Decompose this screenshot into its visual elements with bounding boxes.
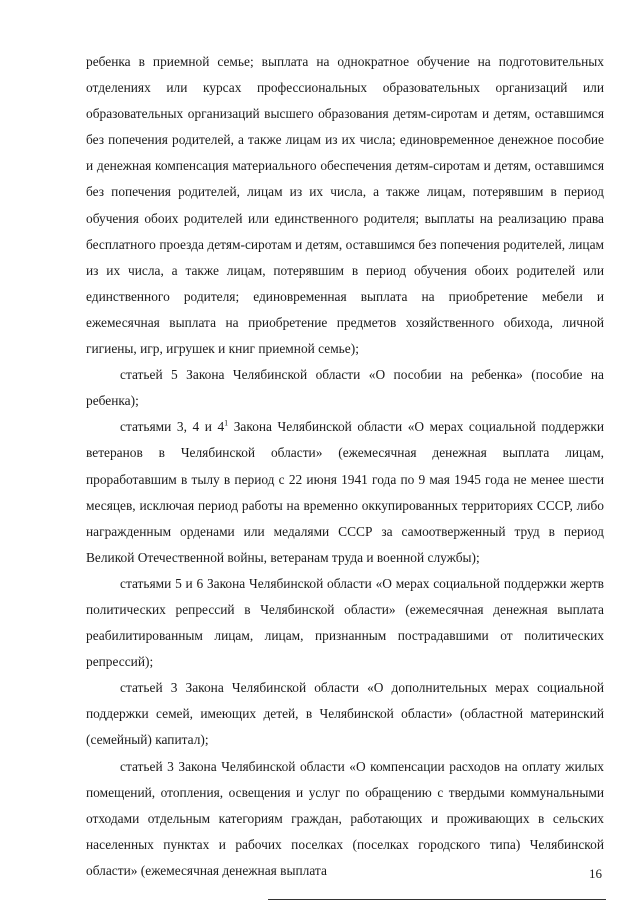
veterans-law-text-start: статьями 3, 4 и 4 xyxy=(120,419,225,435)
veterans-law-text-end: Закона Челябинской области «О мерах социальной поддержки ветеранов в Челябинской области» (ежемесячная денежная выплата лицам, проработавшим в тылу в период с 22 июня 1941 года по 9 мая 1945 года не менее шести месяцев, исключая период работы на временно оккупированных территориях СССР, либо награжденным орденами или медалями СССР за самоотверженный труд в период Великой Отечественной войны, ветеранам труда и военной службы); xyxy=(86,419,604,565)
page-number: 16 xyxy=(589,866,602,881)
article-superscript: 1 xyxy=(224,418,229,428)
paragraph-child-benefit-law: статьей 5 Закона Челябинской области «О пособии на ребенка» (пособие на ребенка); xyxy=(86,367,604,409)
paragraph-housing-compensation-law: статьей 3 Закона Челябинской области «О компенсации расходов на оплату жилых помещений, отопления, освещения и услуг по обращению с твердыми коммунальными отходами отдельным категориям граждан, работающих и проживающих в сельских населенных пунктах и рабочих поселках (поселках городского типа) Челябинской области» (ежемесячная денежная выплата xyxy=(86,758,604,878)
document-body xyxy=(86,49,604,884)
footer-rule xyxy=(268,899,606,900)
paragraph-repressions-law: статьями 5 и 6 Закона Челябинской области «О мерах социальной поддержки жертв политических репрессий в Челябинской области» (ежемесячная денежная выплата реабилитированным лицам, лицам, признанным пострадавшими от политических репрессий); xyxy=(86,575,604,670)
paragraph-family-capital-law: статьей 3 Закона Челябинской области «О дополнительных мерах социальной поддержки семей, имеющих детей, в Челябинской области» (областной материнский (семейный) капитал); xyxy=(86,680,604,748)
paragraph-continuation: ребенка в приемной семье; выплата на однократное обучение на подготовительных отделениях или курсах профессиональных образовательных организаций или образовательных организаций высшего образования детям-сиротам и детям, оставшимся без попечения родителей, а также лицам из их числа; единовременное денежное пособие и денежная компенсация материального обеспечения детям-сиротам и детям, оставшимся без попечения родителей, лицам из их числа, а также лицам, потерявшим в период обучения обоих родителей или единственного родителя; выплаты на реализацию права бесплатного проезда детям-сиротам и детям, оставшимся без попечения родителей, лицам из их числа, а также лицам, потерявшим в период обучения обоих родителей или единственного родителя; единовременная выплата на приобретение мебели и ежемесячная выплата на приобретение предметов хозяйственного обихода, личной гигиены, игр, игрушек и книг приемной семье); xyxy=(86,54,604,357)
paragraph-veterans-law xyxy=(86,414,604,571)
